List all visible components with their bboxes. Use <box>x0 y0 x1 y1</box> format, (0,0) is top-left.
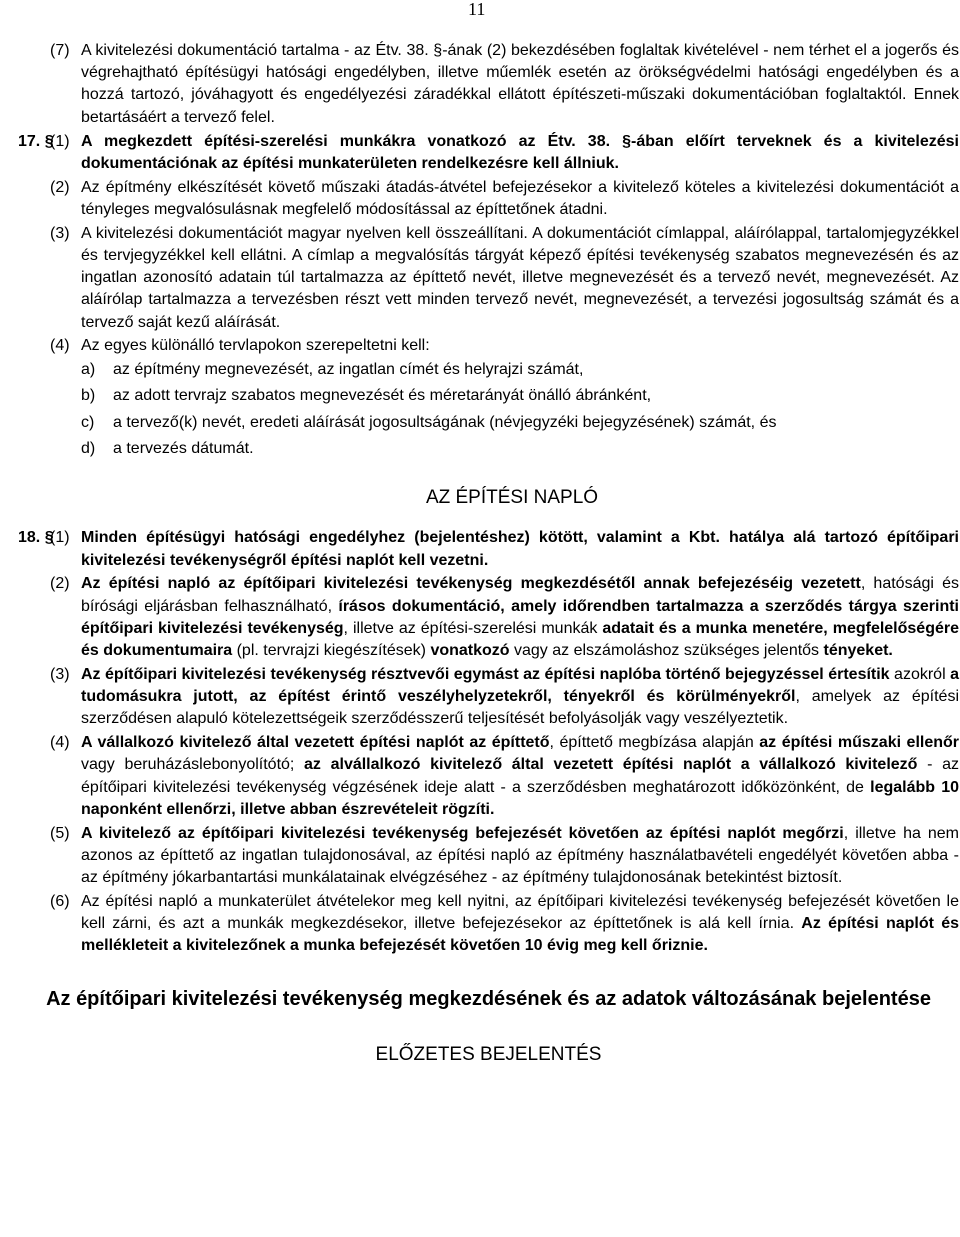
list-item-label: d) <box>81 439 96 457</box>
list-item <box>18 359 959 381</box>
paragraph-label: (4) <box>50 734 70 752</box>
paragraph-label: (2) <box>50 575 70 593</box>
text: azokról <box>889 665 951 683</box>
page-number: 11 <box>468 0 486 19</box>
text-bold: A kivitelező az építőipari kivitelezési tevékenység befejezését követően az építési naplót megőrzi <box>81 824 844 842</box>
paragraph-label: (3) <box>50 665 70 683</box>
text-bold: A vállalkozó kivitelező által vezetett építési naplót az építtető <box>81 734 550 752</box>
section-18-paragraph-5 <box>18 823 959 890</box>
text: , amelyek az építési szerződésen alapuló kötelezettségeik szerződésszerű teljesítését befolyásolják vagy veszélyeztetik. <box>81 688 959 728</box>
text-bold: az építési műszaki ellenőr <box>759 734 960 752</box>
list-item-label: c) <box>81 413 95 431</box>
heading-epitesi-naplo: AZ ÉPÍTÉSI NAPLÓ <box>425 487 599 509</box>
text-bold: írásos dokumentáció, amely időrendben tartalmazza a szerződés tárgya szerinti építőipari kivitelezési tevékenység <box>81 597 959 637</box>
list-item-label: b) <box>81 387 96 405</box>
section-18-paragraph-4 <box>18 732 959 821</box>
paragraph-text: Minden építésügyi hatósági engedélyhez (bejelentéshez) kötött, valamint a Kbt. hatálya alá tartozó építőipari kivitelezési tevékenységről építési naplót kell vezetni. <box>81 529 959 569</box>
section-17-paragraph-2 <box>18 177 959 221</box>
paragraph-text: A kivitelezési dokumentáció tartalma - az Étv. 38. §-ának (2) bekezdésében foglaltak kivételével - nem térhet el a jogerős és végrehajtható építésügyi hatósági engedélyben, illetve műemlék esetén az örökségvédelmi hatósági engedélyben és a hozzá tartozó, jóváhagyott és engedélyezési záradékkal ellátott építészeti-műszaki dokumentációban foglaltaktól. Ennek betartásáért a tervező felel. <box>81 42 959 126</box>
section-16-paragraph-7 <box>18 40 959 129</box>
text-bold: vonatkozó <box>430 642 510 659</box>
text-bold: a tudomásukra jutott, az építést érintő veszélyhelyzetekről, tényekről és körülményekről <box>81 665 960 706</box>
text: (pl. tervrajzi kiegészítések) <box>232 642 431 659</box>
list-item-text: az adott tervrajz szabatos megnevezését és méretarányát önálló ábránként, <box>113 387 652 405</box>
list-item <box>18 412 959 434</box>
list-item-text: a tervező(k) nevét, eredeti aláírását jogosultságának (névjegyzéki bejegyzésének) számát, és <box>113 413 777 431</box>
text: vagy az elszámoláshoz szükséges jelentős <box>509 642 824 659</box>
text: , építtető megbízása alapján <box>549 734 760 752</box>
text-bold: Az építőipari kivitelezési tevékenység résztvevői egymást az építési naplóba történő bejegyzéssel értesítik <box>81 665 890 683</box>
section-number: 18. § <box>18 529 54 547</box>
text: , illetve az építési-szerelési munkák <box>343 619 603 637</box>
text-bold: legalább 10 naponként ellenőrzi, illetve abban észrevételeit rögzíti. <box>81 778 959 818</box>
paragraph-label: (2) <box>50 178 70 196</box>
paragraph-text: Az építmény elkészítését követő műszaki átadás-átvétel befejezésekor a kivitelező köteles a kivitelezési dokumentációt a tényleges megvalósulásnak megfelelő módosítással az építtetőnek átadni. <box>81 178 959 218</box>
text: Az építési napló a munkaterület átvételekor meg kell nyitni, az építőipari kivitelezési tevékenység befejezését követően le kell zárni, és azt a munkák megkezdésekor, illetve befejezésekor az építtetőnek is alá kell írnia. <box>81 892 959 933</box>
paragraph-label: (3) <box>50 224 70 242</box>
text: , hatósági és bírósági eljárásban felhasználható, <box>81 575 959 615</box>
text-bold: az alvállalkozó kivitelező által vezetett építési naplót a vállalkozó kivitelező <box>304 756 918 774</box>
paragraph-label: (4) <box>50 337 70 355</box>
text: , illetve ha nem azonos az építtető az ingatlan tulajdonosával, az építési napló az építmény használatbavételi engedélyét követően abba - az építmény jókarbantartási munkálatainak elvégzéséhez - az építmény tulajdonosának betekintést biztosít. <box>81 824 960 887</box>
text-bold: tényeket. <box>823 642 893 659</box>
list-item-label: a) <box>81 361 96 379</box>
paragraph-text: A megkezdett építési-szerelési munkákra vonatkozó az Étv. 38. §-ában előírt terveknek és a kivitelezési dokumentációnak az építési munkaterületen rendelkezésre kell állniuk. <box>81 132 959 172</box>
list-item <box>18 438 959 460</box>
paragraph-label: (5) <box>50 824 70 842</box>
section-18-paragraph-3 <box>18 664 959 731</box>
heading-bejelentes: Az építőipari kivitelezési tevékenység megkezdésének és az adatok változásának bejelentése <box>46 987 931 1010</box>
paragraph-label: (6) <box>50 892 70 910</box>
section-17-paragraph-4 <box>18 335 959 357</box>
list-item-text: a tervezés dátumát. <box>113 439 254 457</box>
section-18-paragraph-1 <box>18 527 959 571</box>
paragraph-label: (7) <box>50 42 70 59</box>
document-body <box>18 40 959 1066</box>
section-18-paragraph-2 <box>18 573 959 662</box>
paragraph-label: (1) <box>50 529 70 547</box>
text-bold: adatait és a munka menetére, megfelelőségére és dokumentumaira <box>81 619 959 659</box>
text-bold: Az építési naplót és mellékleteit a kivitelezőnek a munka befejezését követően 10 évig meg kell őriznie. <box>81 915 959 955</box>
section-18-paragraph-6 <box>18 891 959 958</box>
text: - az építőipari kivitelezési tevékenység végzésének ideje alatt - a szerződésben meghatározott időközönként, de <box>81 756 959 796</box>
heading-elozetes-bejelentes: ELŐZETES BEJELENTÉS <box>375 1043 602 1065</box>
paragraph-text: A kivitelezési dokumentációt magyar nyelven kell összeállítani. A dokumentációt címlappal, aláírólappal, tartalomjegyzékkel és tervjegyzékkel kell ellátni. A címlap a megvalósítás tárgyát képező építési tevékenység szabatos megnevezésén és az ingatlan azonosító adatain túl tartalmazza az építtető nevét, illetve megnevezését és a tervező nevét, megnevezését. Az aláírólap tartalmazza a tervezésben részt vett minden tervező nevét, megnevezését, a tervezési jogosultság számát és a tervező saját kezű aláírását. <box>81 224 959 331</box>
list-item <box>18 385 959 407</box>
list-item-text: az építmény megnevezését, az ingatlan címét és helyrajzi számát, <box>113 361 584 379</box>
section-17-paragraph-1 <box>18 131 959 175</box>
paragraph-label: (1) <box>50 132 70 150</box>
text: vagy beruházáslebonyolítótó; <box>81 756 305 774</box>
section-number: 17. § <box>18 132 54 150</box>
section-17-paragraph-3 <box>18 223 959 334</box>
text-bold: Az építési napló az építőipari kivitelezési tevékenység megkezdésétől annak befejezéséig vezetett <box>81 575 861 593</box>
paragraph-text: Az egyes különálló tervlapokon szerepeltetni kell: <box>81 337 430 355</box>
